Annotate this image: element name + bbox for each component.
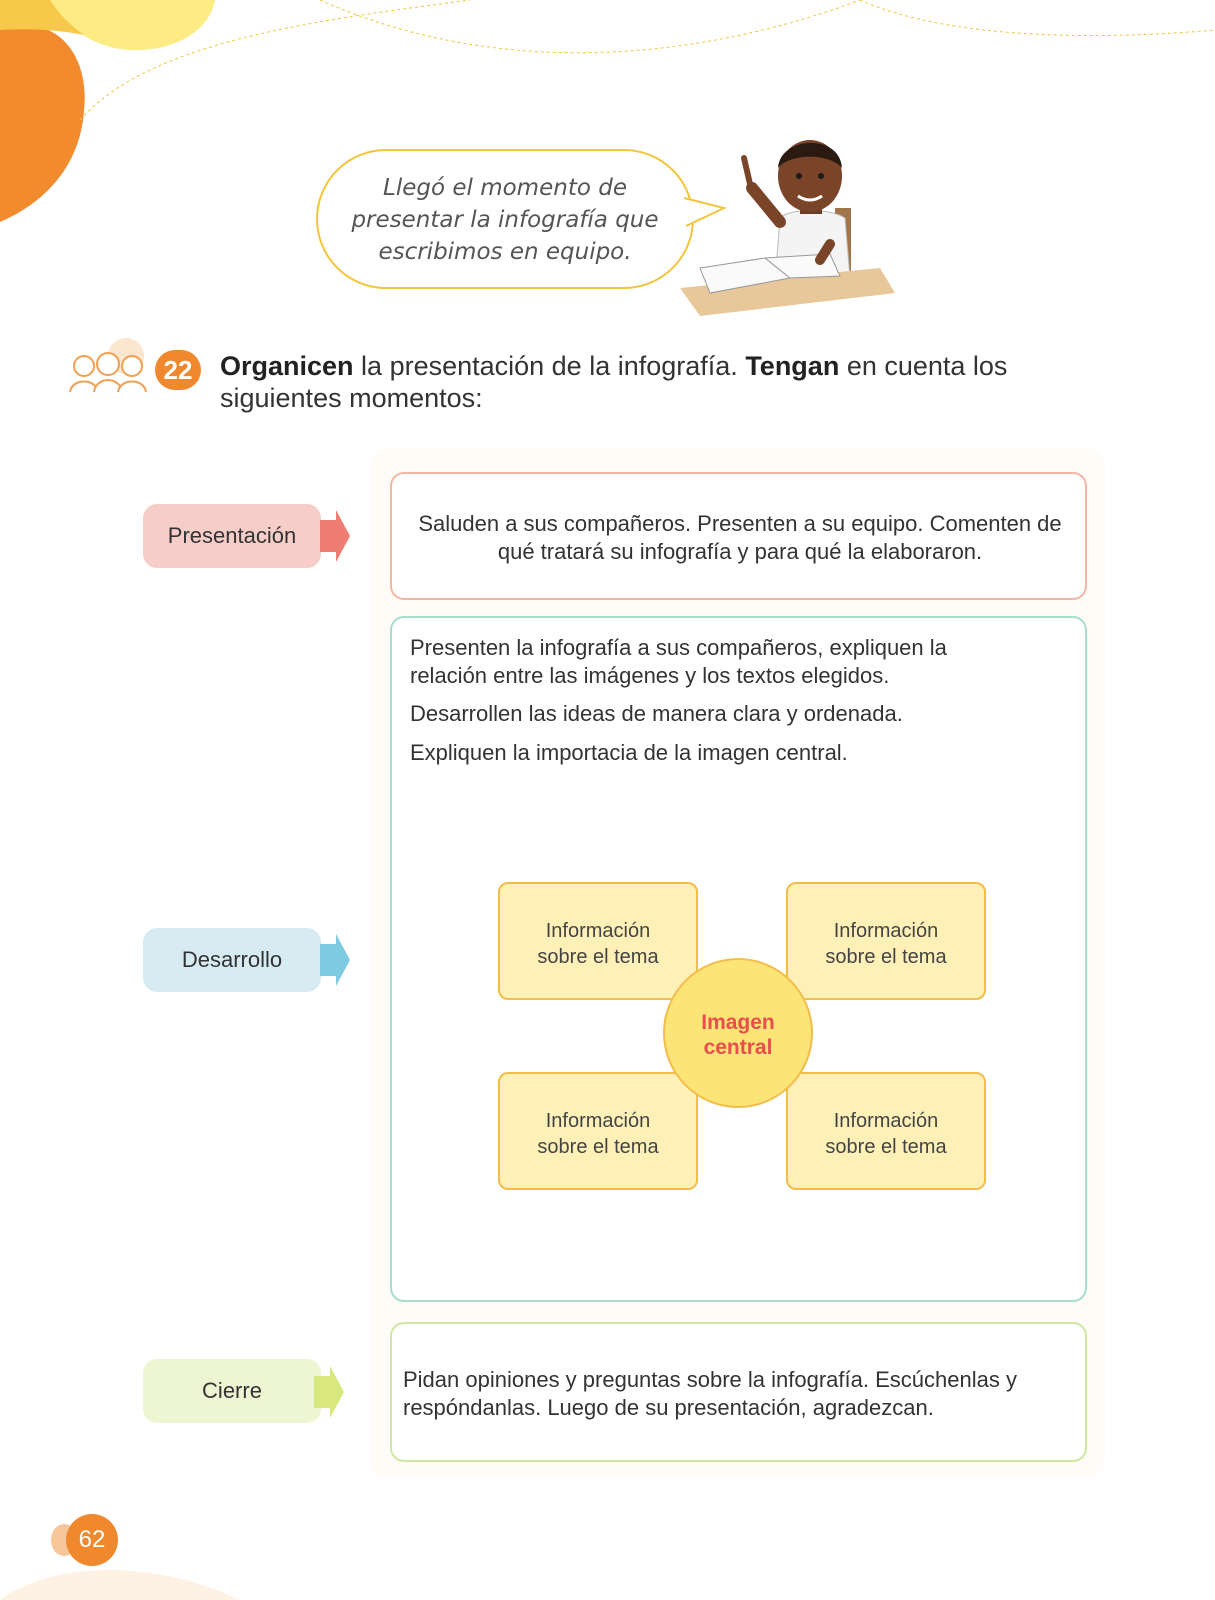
card-presentacion-text: Saluden a sus compañeros. Presenten a su equipo. Comenten de qué tratará su infografía y para qué la elaboraron. (418, 511, 1062, 564)
info-box-line-1: Información (833, 1110, 939, 1132)
info-box-line-2: sobre el tema (537, 946, 659, 968)
arrow-right-icon (320, 510, 352, 562)
stage-label-presentacion: Presentación (143, 504, 321, 568)
info-box-top-left (498, 882, 698, 1000)
stage-label-cierre: Cierre (143, 1359, 321, 1423)
instruction-text-2: en cuenta los siguientes momentos: (220, 351, 1008, 413)
info-box-line-1: Información (545, 1110, 651, 1132)
info-box-top-right (786, 882, 986, 1000)
info-box-line-2: sobre el tema (825, 946, 947, 968)
instruction-text-1: la presentación de la infografía. (353, 351, 746, 381)
central-image-line-1: Imagen (701, 1011, 775, 1034)
bottom-decoration (0, 1548, 1215, 1600)
activity-instruction (220, 350, 1120, 414)
arrow-right-icon (314, 1366, 346, 1418)
speech-line-2: presentar la infografía que (351, 207, 659, 233)
info-box-bottom-left (498, 1072, 698, 1190)
verb-tengan: Tengan (745, 351, 840, 381)
info-box-bottom-right (786, 1072, 986, 1190)
speech-bubble-text (330, 172, 680, 268)
central-image-line-2: central (703, 1036, 773, 1059)
info-box-line-2: sobre el tema (537, 1136, 659, 1158)
info-box-line-2: sobre el tema (825, 1136, 947, 1158)
info-box-line-1: Información (545, 920, 651, 942)
speech-line-1: Llegó el momento de (383, 175, 627, 201)
stage-label-desarrollo: Desarrollo (143, 928, 321, 992)
page-number: 62 (66, 1514, 118, 1566)
speech-line-3: escribimos en equipo. (378, 239, 632, 265)
card-cierre-text: Pidan opiniones y preguntas sobre la infografía. Escúchenlas y respóndanlas. Luego de su presentación, agradezcan. (403, 1367, 1017, 1420)
verb-organicen: Organicen (220, 351, 354, 381)
card-desarrollo-line-1: Presenten la infografía a sus compañeros, expliquen la relación entre las imágenes y los textos elegidos. (410, 635, 947, 688)
arrow-right-icon (320, 934, 352, 986)
activity-number: 22 (155, 350, 201, 390)
info-box-line-1: Información (833, 920, 939, 942)
central-image-circle (663, 958, 813, 1108)
card-desarrollo-line-2: Desarrollen las ideas de manera clara y ordenada. (410, 701, 903, 726)
student-illustration (680, 118, 910, 328)
group-work-icon (66, 336, 156, 396)
card-desarrollo-line-3: Expliquen la importacia de la imagen central. (410, 740, 848, 765)
